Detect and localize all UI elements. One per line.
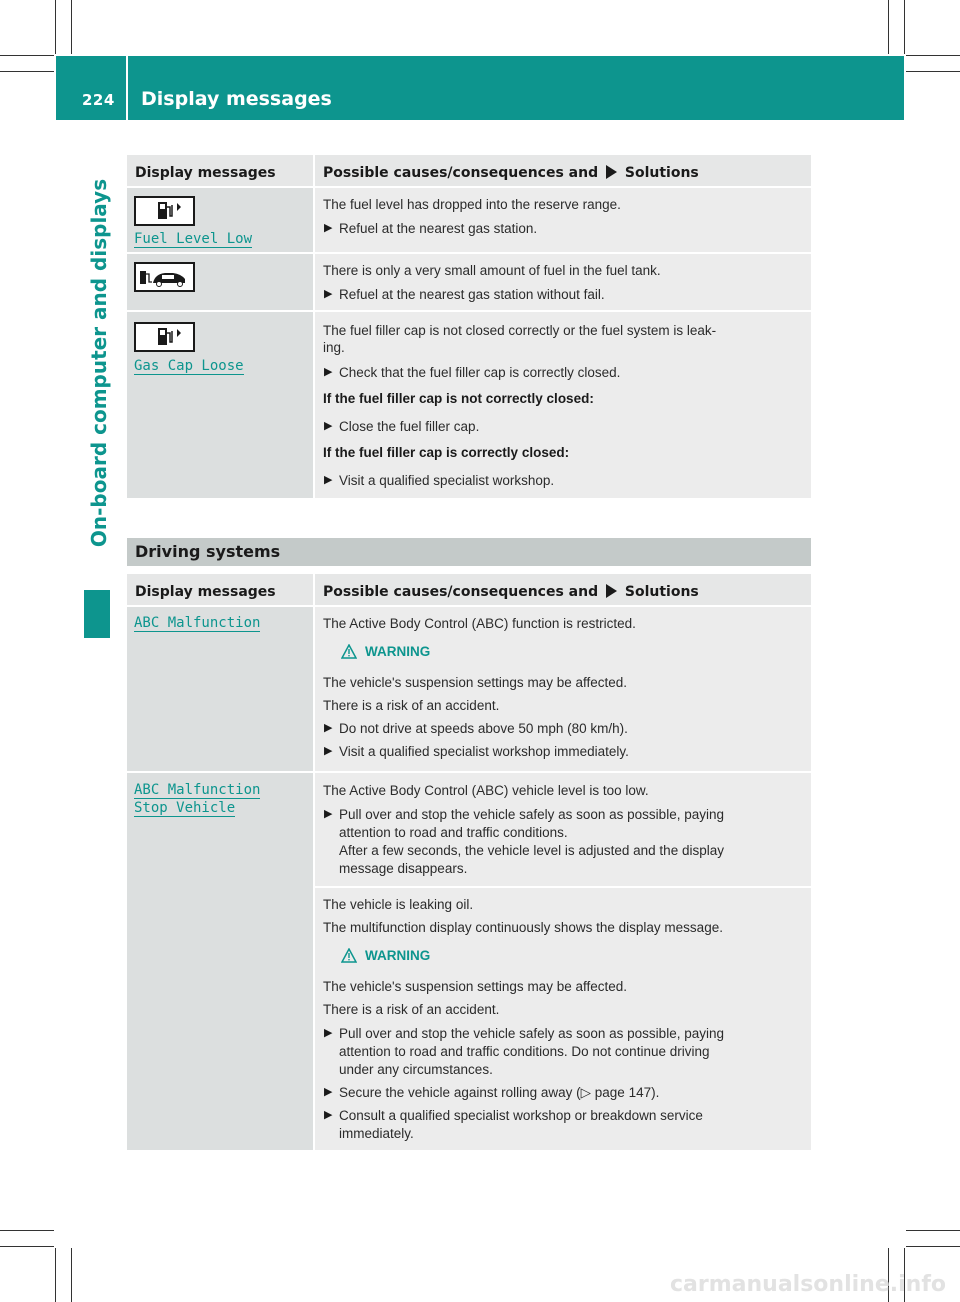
fuel-car-icon <box>134 262 195 292</box>
chapter-tab-label: On-board computer and displays <box>87 178 111 548</box>
solution-arrow-icon <box>606 165 617 179</box>
condition-heading: If the fuel filler cap is not correctly closed: <box>323 391 594 406</box>
cause-text: The vehicle is leaking oil. <box>323 897 474 912</box>
message-fuel-level-low: Fuel Level Low <box>134 231 253 247</box>
cause-text: The multifunction display continuously shows the display message. <box>323 920 723 935</box>
solution-step-text: under any circumstances. <box>339 1062 493 1077</box>
condition-heading: If the fuel filler cap is correctly closed: <box>323 445 570 460</box>
table-header <box>127 574 811 605</box>
watermark: carmanualsonline.info <box>670 1272 946 1297</box>
solution-step: ▶ Visit a qualified specialist workshop immediately. <box>324 744 629 759</box>
cause-text: There is only a very small amount of fuel in the fuel tank. <box>323 263 661 278</box>
warning-triangle-icon <box>341 644 357 659</box>
solution-step-text: immediately. <box>339 1126 414 1141</box>
crop-mark <box>0 71 54 72</box>
solution-step-text: message disappears. <box>339 861 468 876</box>
crop-mark <box>55 0 56 54</box>
fuel-pump-icon <box>134 322 195 352</box>
crop-mark <box>71 0 72 54</box>
fuel-pump-icon <box>134 196 195 226</box>
solution-step: ▶ Check that the fuel filler cap is correctly closed. <box>324 365 621 380</box>
warning-label: WARNING <box>341 644 430 659</box>
solution-step-text: attention to road and traffic conditions. Do not continue driving <box>339 1044 710 1059</box>
crop-mark <box>906 55 960 56</box>
cause-text: ing. <box>323 340 345 355</box>
cause-text: The Active Body Control (ABC) function is restricted. <box>323 616 636 631</box>
chapter-tab <box>84 138 114 588</box>
message-gas-cap-loose: Gas Cap Loose <box>134 358 244 374</box>
cause-text: The Active Body Control (ABC) vehicle level is too low. <box>323 783 649 798</box>
solution-step-text: attention to road and traffic conditions. <box>339 825 568 840</box>
table-row <box>127 312 811 498</box>
solution-step: ▶ Do not drive at speeds above 50 mph (80 km/h). <box>324 721 628 736</box>
col-causes-solutions: Possible causes/consequences and Solutions <box>323 165 699 181</box>
solution-step: ▶ Consult a qualified specialist workshop or breakdown service <box>324 1108 703 1123</box>
warning-text: There is a risk of an accident. <box>323 1002 500 1017</box>
chapter-marker <box>84 590 110 638</box>
warning-text: The vehicle's suspension settings may be affected. <box>323 979 628 994</box>
message-abc-malfunction: ABC Malfunction <box>134 615 261 631</box>
solution-step: ▶ Visit a qualified specialist workshop. <box>324 473 555 488</box>
table-row <box>127 254 811 310</box>
table-row <box>127 607 811 771</box>
section-heading <box>127 538 811 566</box>
crop-mark <box>906 71 960 72</box>
section-title: Driving systems <box>135 542 281 561</box>
solution-step: ▶ Pull over and stop the vehicle safely as soon as possible, paying <box>324 1026 724 1041</box>
col-display-messages: Display messages <box>135 165 276 181</box>
solution-arrow-icon <box>606 584 617 598</box>
page-title: Display messages <box>141 88 332 110</box>
solution-step: ▶ Refuel at the nearest gas station. <box>324 221 538 236</box>
crop-mark <box>906 1230 960 1231</box>
page-ref-arrow-icon: ▷ <box>580 1085 592 1100</box>
crop-mark <box>904 0 905 54</box>
solution-step: ▶ Close the fuel filler cap. <box>324 419 480 434</box>
solution-step: ▶ Pull over and stop the vehicle safely as soon as possible, paying <box>324 807 724 822</box>
crop-mark <box>0 1246 54 1247</box>
warning-triangle-icon <box>341 948 357 963</box>
warning-label: WARNING <box>341 948 430 963</box>
table-row <box>127 188 811 252</box>
solution-step-text: After a few seconds, the vehicle level is adjusted and the display <box>339 843 724 858</box>
solution-step: ▶ Refuel at the nearest gas station without fail. <box>324 287 605 302</box>
warning-text: The vehicle's suspension settings may be affected. <box>323 675 628 690</box>
crop-mark <box>906 1246 960 1247</box>
cell-divider <box>315 886 811 888</box>
col-display-messages: Display messages <box>135 584 276 600</box>
cause-text: The fuel level has dropped into the reserve range. <box>323 197 621 212</box>
col-causes-solutions: Possible causes/consequences and Solutions <box>323 584 699 600</box>
cause-text: The fuel filler cap is not closed correctly or the fuel system is leak- <box>323 323 717 338</box>
crop-mark <box>55 1248 56 1302</box>
crop-mark <box>888 0 889 54</box>
warning-text: There is a risk of an accident. <box>323 698 500 713</box>
table-header <box>127 155 811 186</box>
message-abc-malfunction-stop-vehicle: Stop Vehicle <box>134 800 236 816</box>
header-divider <box>126 56 128 120</box>
crop-mark <box>71 1248 72 1302</box>
message-abc-malfunction-stop-vehicle: ABC Malfunction <box>134 782 261 798</box>
page-number: 224 <box>82 91 115 109</box>
solution-step: ▶ Secure the vehicle against rolling away (▷ page 147). <box>324 1085 660 1100</box>
table-row <box>127 773 811 1150</box>
crop-mark <box>0 55 54 56</box>
crop-mark <box>0 1230 54 1231</box>
